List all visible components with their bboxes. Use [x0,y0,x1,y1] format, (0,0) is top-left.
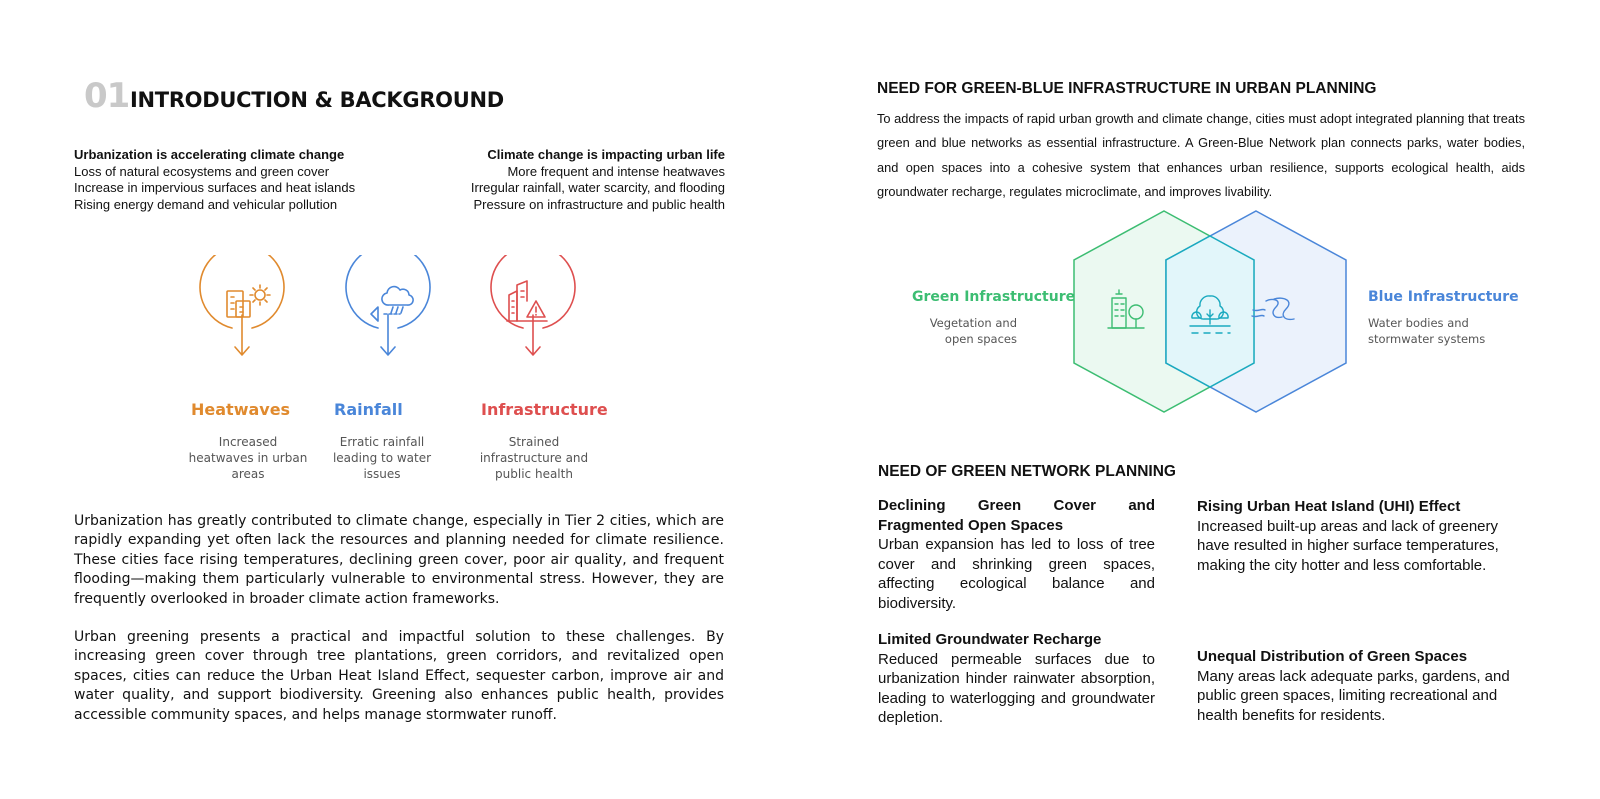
impact-desc-rainfall: Erratic rainfall leading to water issues [332,435,432,481]
impact-title-infrastructure: Infrastructure [481,400,608,419]
intro-paragraph-1: Urbanization has greatly contributed to climate change, especially in Tier 2 cities, which are rapidly expanding yet often lack the resources and planning needed for climate resilience. These cities face rising temperatures, declining green cover, poor air quality, and frequent flooding—making them particularly vulnerable to environmental stress. However, they are frequently overlooked in broader climate action frameworks. [74,513,724,607]
card-unequal-distribution [1197,647,1525,725]
climate-impact-heading: Climate change is impacting urban life [487,147,725,162]
impact-desc-heatwaves: Increased heatwaves in urban areas [188,435,308,481]
urbanization-heading: Urbanization is accelerating climate change [74,147,345,162]
green-blue-heading: NEED FOR GREEN-BLUE INFRASTRUCTURE IN URBAN PLANNING [877,80,1377,97]
green-infrastructure-title: Green Infrastructure [912,289,1076,305]
impact-desc-infrastructure: Strained infrastructure and public health [479,435,589,481]
section-number: 01 [84,76,130,116]
climate-impact-column [420,147,725,213]
climate-impact-line: Pressure on infrastructure and public health [473,196,725,212]
impact-title-rainfall: Rainfall [334,400,403,419]
card-body: Urban expansion has led to loss of tree cover and shrinking green spaces, affecting ecological balance and biodiversity. [878,536,1155,612]
card-body: Many areas lack adequate parks, gardens, and public green spaces, limiting recreational and health benefits for residents. [1197,667,1510,724]
urbanization-line: Increase in impervious surfaces and heat islands [74,180,356,195]
green-blue-venn-diagram [1070,206,1360,426]
card-groundwater-recharge [878,630,1155,728]
impact-title-heatwaves: Heatwaves [191,400,291,419]
urbanization-line: Rising energy demand and vehicular pollution [74,196,338,212]
green-infrastructure-desc: Vegetation and open spaces [929,316,1017,346]
card-title: Rising Urban Heat Island (UHI) Effect [1197,498,1461,515]
building-warning-icon [491,255,575,355]
blue-infrastructure-desc: Water bodies and stormwater systems [1368,316,1486,346]
green-blue-intro: To address the impacts of rapid urban growth and climate change, cities must adopt integrated planning that treats green and blue networks as essential infrastructure. A Green-Blue Network plan connects parks, water bodies, and open spaces into a cohesive system that enhances urban resilience, supports ecological health, aids groundwater recharge, regulates microclimate, and improves livability. [877,111,1525,199]
climate-impact-line: More frequent and intense heatwaves [507,163,725,179]
section-title: INTRODUCTION & BACKGROUND [130,88,504,112]
card-title: Unequal Distribution of Green Spaces [1197,648,1468,665]
intro-paragraph-2: Urban greening presents a practical and impactful solution to these challenges. By increasing green cover through tree plantations, green corridors, and revitalized open spaces, cities can reduce the Urban Heat Island Effect, sequester carbon, improve air and water quality, and support biodiversity. Greening also enhances public health, provides accessible community spaces, and helps manage stormwater runoff. [74,629,724,723]
urbanization-line: Loss of natural ecosystems and green cover [74,163,330,179]
card-title: Limited Groundwater Recharge [878,631,1102,648]
green-network-heading: NEED OF GREEN NETWORK PLANNING [878,463,1176,480]
impact-icons [180,255,620,375]
card-uhi-effect [1197,497,1525,575]
card-declining-green-cover [878,496,1155,613]
card-title: Declining Green Cover and Fragmented Open Spaces [878,497,1155,534]
rain-cloud-icon [346,255,430,355]
card-body: Increased built-up areas and lack of greenery have resulted in higher surface temperatures, making the city hotter and less comfortable. [1197,517,1499,574]
climate-impact-line: Irregular rainfall, water scarcity, and flooding [470,180,725,195]
blue-infrastructure-title: Blue Infrastructure [1368,289,1519,305]
urbanization-column [74,147,404,213]
card-body: Reduced permeable surfaces due to urbanization hinder rainwater absorption, leading to waterlogging and groundwater depletion. [878,650,1155,726]
building-sun-icon [200,255,284,355]
